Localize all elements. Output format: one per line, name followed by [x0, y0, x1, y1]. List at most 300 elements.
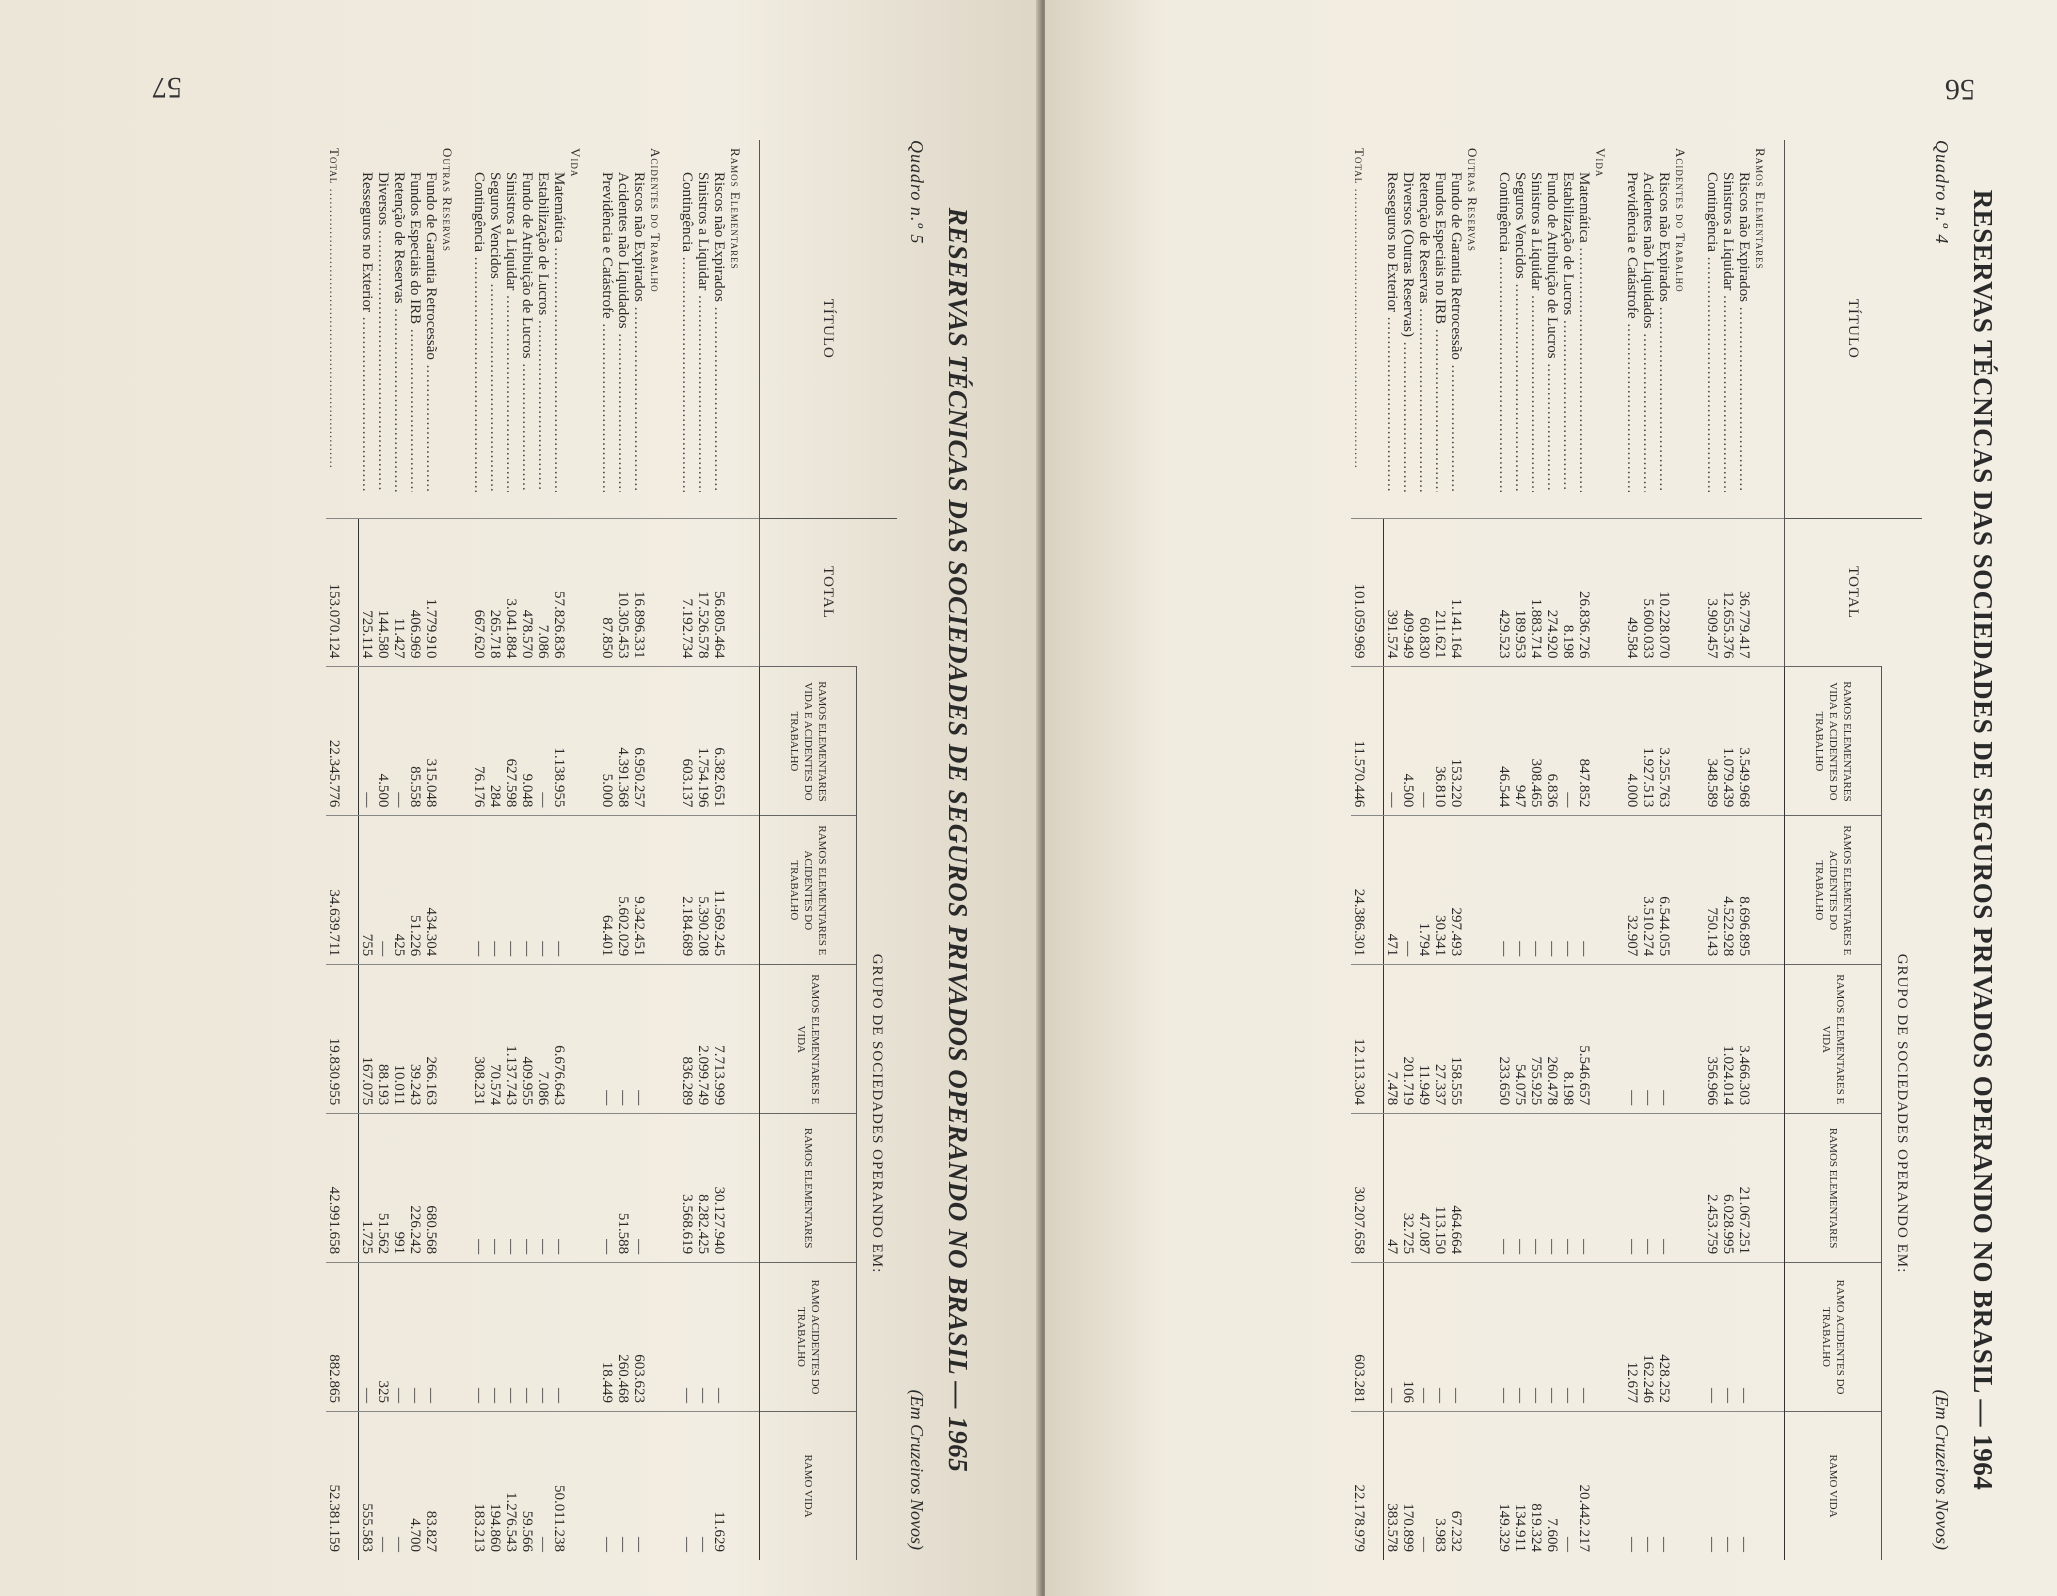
- total-cell: 19.830.955: [326, 965, 359, 1114]
- group-header: GRUPO DE SOCIEDADES OPERANDO EM:: [857, 667, 898, 1560]
- table-cell: —: [535, 667, 551, 816]
- page-number: 57: [152, 71, 182, 104]
- table-cell: 26.836.726: [1576, 518, 1592, 667]
- table-cell: 189.953: [1512, 518, 1528, 667]
- table-cell: 7.086: [535, 518, 551, 667]
- table-row: [1656, 140, 1672, 1560]
- table-cell: 57.826.836: [551, 518, 567, 667]
- table-cell: 30.127.940: [711, 1114, 727, 1263]
- table-row: [551, 140, 567, 1560]
- table-cell: 51.562: [375, 1114, 391, 1263]
- table-cell: 36.810: [1432, 667, 1448, 816]
- total-cell: 603.281: [1351, 1263, 1384, 1412]
- table-cell: —: [679, 1412, 695, 1561]
- table-cell: —: [1656, 965, 1672, 1114]
- table-cell: 383.578: [1384, 1412, 1401, 1561]
- section-heading: Ramos Elementares: [728, 148, 743, 270]
- table-cell: 18.449: [599, 1263, 615, 1412]
- table-cell: —: [551, 1263, 567, 1412]
- column-header: RAMO VIDA: [1785, 1412, 1882, 1561]
- table-cell: 47: [1384, 1114, 1401, 1263]
- row-label: Riscos não Expirados .....: [631, 172, 647, 492]
- table-cell: —: [1576, 1114, 1592, 1263]
- table-cell: 6.382.651: [711, 667, 727, 816]
- table-cell: 144.580: [375, 518, 391, 667]
- row-label: Riscos não Expirados .....: [1656, 172, 1672, 492]
- section-row: [1752, 140, 1785, 1560]
- table-cell: 2.099.749: [695, 965, 711, 1114]
- table-row: [711, 140, 727, 1560]
- table-cell: 64.401: [599, 816, 615, 965]
- table-cell: 325: [375, 1263, 391, 1412]
- table-cell: —: [1528, 1114, 1544, 1263]
- table-cell: —: [1416, 1412, 1432, 1561]
- table-cell: 1.276.543: [503, 1412, 519, 1561]
- table-cell: —: [1560, 1114, 1576, 1263]
- table-cell: 32.725: [1400, 1114, 1416, 1263]
- table-cell: 4.000: [1624, 667, 1640, 816]
- total-cell: 11.570.446: [1351, 667, 1384, 816]
- section-heading: Outras Reservas: [1465, 148, 1480, 252]
- table-row: [375, 140, 391, 1560]
- column-header: RAMOS ELEMENTARES VIDA E ACIDENTES DO TRABALHO: [760, 667, 857, 816]
- table-row: [503, 140, 519, 1560]
- total-cell: 34.639.711: [326, 816, 359, 965]
- total-cell: 153.070.124: [326, 518, 359, 667]
- table-cell: —: [1576, 816, 1592, 965]
- row-label: Seguros Vencidos .....: [1512, 172, 1528, 492]
- table-cell: —: [1624, 1114, 1640, 1263]
- table-cell: 5.000: [599, 667, 615, 816]
- row-label: Resseguros no Exterior .....: [1384, 172, 1400, 492]
- right-page: [1045, 0, 2057, 1596]
- table-cell: —: [551, 816, 567, 965]
- table-cell: 266.163: [423, 965, 439, 1114]
- table-cell: —: [1432, 1263, 1448, 1412]
- section-heading: Vida: [568, 148, 583, 178]
- table-cell: —: [679, 1263, 695, 1412]
- table-cell: 7.606: [1544, 1412, 1560, 1561]
- table-cell: —: [1736, 1412, 1752, 1561]
- table-cell: 183.213: [471, 1412, 487, 1561]
- table-cell: 478.570: [519, 518, 535, 667]
- total-cell: 12.113.304: [1351, 965, 1384, 1114]
- column-header: RAMOS ELEMENTARES: [1785, 1114, 1882, 1263]
- table-cell: 836.289: [679, 965, 695, 1114]
- table-row: [471, 140, 487, 1560]
- table-cell: 51.588: [615, 1114, 631, 1263]
- table-cell: —: [1560, 667, 1576, 816]
- table-cell: 6.676.643: [551, 965, 567, 1114]
- table-cell: 3.909.457: [1704, 518, 1720, 667]
- table-cell: —: [1512, 816, 1528, 965]
- rotated-table-area: [1140, 120, 2000, 1560]
- table-cell: —: [1544, 1263, 1560, 1412]
- table-cell: 226.242: [407, 1114, 423, 1263]
- table-cell: 750.143: [1704, 816, 1720, 965]
- table-cell: —: [551, 1114, 567, 1263]
- table-cell: —: [519, 816, 535, 965]
- table-cell: 725.114: [359, 518, 376, 667]
- row-label: Sinistros a Liquidar .....: [1720, 172, 1736, 492]
- table-cell: —: [695, 1412, 711, 1561]
- table-cell: 6.544.055: [1656, 816, 1672, 965]
- table-cell: 4.500: [1400, 667, 1416, 816]
- table-cell: —: [391, 1263, 407, 1412]
- table-cell: 947: [1512, 667, 1528, 816]
- row-label: Contingência .....: [1496, 172, 1512, 492]
- table-cell: 1.079.439: [1720, 667, 1736, 816]
- table-row: [1576, 140, 1592, 1560]
- table-cell: 7.713.999: [711, 965, 727, 1114]
- quadro-label: Quadro n.º 5: [907, 140, 927, 245]
- table-cell: —: [599, 1114, 615, 1263]
- row-label: Fundos Especiais do IRB .....: [407, 172, 423, 492]
- table-cell: 819.324: [1528, 1412, 1544, 1561]
- table-cell: —: [1704, 1263, 1720, 1412]
- table-cell: 233.650: [1496, 965, 1512, 1114]
- table-cell: 76.176: [471, 667, 487, 816]
- row-label: Previdência e Catástrofe .....: [599, 172, 615, 492]
- table-cell: —: [1624, 965, 1640, 1114]
- total-cell: 52.381.159: [326, 1412, 359, 1561]
- table-cell: 162.246: [1640, 1263, 1656, 1412]
- table-row: [1528, 140, 1544, 1560]
- table-cell: 158.555: [1448, 965, 1464, 1114]
- row-label: Contingência .....: [471, 172, 487, 492]
- table-cell: —: [375, 816, 391, 965]
- row-label: Estabilização de Lucros .....: [535, 172, 551, 492]
- table-cell: 12.655.376: [1720, 518, 1736, 667]
- table-row: [535, 140, 551, 1560]
- table-cell: 17.526.578: [695, 518, 711, 667]
- table-cell: 8.198: [1560, 518, 1576, 667]
- row-label: Acidentes não Liquidados .....: [1640, 172, 1656, 492]
- table-row: [1720, 140, 1736, 1560]
- table-cell: 51.226: [407, 816, 423, 965]
- table-cell: —: [503, 1114, 519, 1263]
- table-cell: 428.252: [1656, 1263, 1672, 1412]
- table-cell: 308.231: [471, 965, 487, 1114]
- table-cell: 47.087: [1416, 1114, 1432, 1263]
- column-header: RAMO ACIDENTES DO TRABALHO: [760, 1263, 857, 1412]
- table-cell: —: [695, 1263, 711, 1412]
- table-cell: 32.907: [1624, 816, 1640, 965]
- column-header: RAMOS ELEMENTARES VIDA E ACIDENTES DO TRABALHO: [1785, 667, 1882, 816]
- table-row: [487, 140, 503, 1560]
- table-cell: 83.827: [423, 1412, 439, 1561]
- table-cell: —: [631, 1114, 647, 1263]
- table-row: [1400, 140, 1416, 1560]
- column-header: RAMO ACIDENTES DO TRABALHO: [1785, 1263, 1882, 1412]
- table-cell: 297.493: [1448, 816, 1464, 965]
- table-cell: 1.024.014: [1720, 965, 1736, 1114]
- table-cell: 409.955: [519, 965, 535, 1114]
- table-cell: 4.522.928: [1720, 816, 1736, 965]
- section-row: [1464, 140, 1496, 1560]
- row-label: Estabilização de Lucros .....: [1560, 172, 1576, 492]
- table-cell: 6.028.995: [1720, 1114, 1736, 1263]
- table-cell: 1.927.513: [1640, 667, 1656, 816]
- table-cell: 391.574: [1384, 518, 1401, 667]
- table-cell: 3.466.303: [1736, 965, 1752, 1114]
- table-cell: 603.137: [679, 667, 695, 816]
- table-cell: 1.779.910: [423, 518, 439, 667]
- table-cell: 991: [391, 1114, 407, 1263]
- table-cell: 6.950.257: [631, 667, 647, 816]
- section-row: [647, 140, 679, 1560]
- table-cell: —: [1400, 816, 1416, 965]
- table-cell: 4.500: [375, 667, 391, 816]
- table-cell: 755: [359, 816, 376, 965]
- table-cell: 36.779.417: [1736, 518, 1752, 667]
- table-cell: 149.329: [1496, 1412, 1512, 1561]
- table-cell: 680.568: [423, 1114, 439, 1263]
- table-row: [1640, 140, 1656, 1560]
- row-label: Matemática .....: [1576, 172, 1592, 492]
- table-cell: —: [1416, 1263, 1432, 1412]
- table-cell: 88.193: [375, 965, 391, 1114]
- table-cell: 627.598: [503, 667, 519, 816]
- total-cell: 30.207.658: [1351, 1114, 1384, 1263]
- column-header-total: TOTAL: [760, 518, 898, 667]
- table-cell: 260.468: [615, 1263, 631, 1412]
- row-label: Previdência e Catástrofe .....: [1624, 172, 1640, 492]
- table-cell: 3.983: [1432, 1412, 1448, 1561]
- table-cell: 59.566: [519, 1412, 535, 1561]
- column-header: RAMOS ELEMENTARES E VIDA: [760, 965, 857, 1114]
- total-cell: 101.059.969: [1351, 518, 1384, 667]
- section-heading: Ramos Elementares: [1753, 148, 1768, 270]
- total-cell: 882.865: [326, 1263, 359, 1412]
- table-cell: —: [1560, 1412, 1576, 1561]
- table-cell: 5.546.657: [1576, 965, 1592, 1114]
- row-label: Fundos Especiais no IRB .....: [1432, 172, 1448, 492]
- table-row: [1512, 140, 1528, 1560]
- table-cell: —: [375, 1412, 391, 1561]
- table-cell: —: [487, 816, 503, 965]
- table-row: [423, 140, 439, 1560]
- table-cell: —: [1496, 1263, 1512, 1412]
- table-cell: —: [1656, 1114, 1672, 1263]
- table-cell: —: [359, 1263, 376, 1412]
- table-cell: —: [471, 1114, 487, 1263]
- table-cell: 7.192.734: [679, 518, 695, 667]
- table-cell: 406.969: [407, 518, 423, 667]
- table-cell: 471: [1384, 816, 1401, 965]
- column-header-titulo: TÍTULO: [1785, 140, 1923, 518]
- table-cell: —: [711, 1263, 727, 1412]
- row-label: Contingência .....: [1704, 172, 1720, 492]
- table-cell: —: [535, 1412, 551, 1561]
- table-cell: 87.850: [599, 518, 615, 667]
- table-row: [1736, 140, 1752, 1560]
- column-header: RAMOS ELEMENTARES: [760, 1114, 857, 1263]
- table-cell: 8.282.425: [695, 1114, 711, 1263]
- column-header: RAMOS ELEMENTARES E ACIDENTES DO TRABALHO: [760, 816, 857, 965]
- table-cell: 134.911: [1512, 1412, 1528, 1561]
- table-cell: 274.920: [1544, 518, 1560, 667]
- table-cell: 1.883.714: [1528, 518, 1544, 667]
- table-cell: 3.549.968: [1736, 667, 1752, 816]
- table-row: [519, 140, 535, 1560]
- row-label: Riscos não Expirados .....: [1736, 172, 1752, 492]
- table-cell: —: [1528, 1263, 1544, 1412]
- table-row: [1544, 140, 1560, 1560]
- table-cell: —: [503, 1263, 519, 1412]
- total-row: [326, 140, 359, 1560]
- row-label: Fundo de Atribuição de Lucros .....: [1544, 172, 1560, 492]
- table-cell: 50.011.238: [551, 1412, 567, 1561]
- table-title: RESERVAS TÉCNICAS DAS SOCIEDADES DE SEGUROS PRIVADOS OPERANDO NO BRASIL — 1965: [943, 207, 973, 1473]
- table-cell: 10.011: [391, 965, 407, 1114]
- table-cell: —: [615, 1412, 631, 1561]
- table-cell: 9.048: [519, 667, 535, 816]
- table-cell: —: [631, 1412, 647, 1561]
- section-row: [1592, 140, 1624, 1560]
- table-cell: —: [1560, 816, 1576, 965]
- row-label: Acidentes não Liquidados .....: [615, 172, 631, 492]
- table-cell: 20.442.217: [1576, 1412, 1592, 1561]
- table-cell: 1.754.196: [695, 667, 711, 816]
- table-cell: 167.075: [359, 965, 376, 1114]
- table-cell: 1.725: [359, 1114, 376, 1263]
- table-cell: 2.453.759: [1704, 1114, 1720, 1263]
- table-row: [1704, 140, 1720, 1560]
- table-cell: 1.138.955: [551, 667, 567, 816]
- table-row: [1384, 140, 1401, 1560]
- total-cell: 22.345.776: [326, 667, 359, 816]
- table-cell: 3.041.884: [503, 518, 519, 667]
- table-cell: 1.141.164: [1448, 518, 1464, 667]
- table-cell: 21.067.251: [1736, 1114, 1752, 1263]
- section-row: [439, 140, 471, 1560]
- table-cell: —: [423, 1263, 439, 1412]
- table-cell: —: [535, 816, 551, 965]
- table-cell: —: [471, 1263, 487, 1412]
- table-cell: 11.427: [391, 518, 407, 667]
- table-cell: 434.304: [423, 816, 439, 965]
- table-cell: —: [1528, 816, 1544, 965]
- table-row: [1416, 140, 1432, 1560]
- total-label: Total .....: [326, 148, 342, 468]
- table-cell: 70.574: [487, 965, 503, 1114]
- table-cell: 2.184.689: [679, 816, 695, 965]
- table-cell: 3.568.619: [679, 1114, 695, 1263]
- table-cell: —: [1544, 816, 1560, 965]
- table-cell: —: [535, 1114, 551, 1263]
- table-cell: 464.664: [1448, 1114, 1464, 1263]
- table-cell: —: [1640, 965, 1656, 1114]
- table-cell: —: [1720, 1263, 1736, 1412]
- row-label: Sinistros a Liquidar .....: [695, 172, 711, 492]
- column-header-titulo: TÍTULO: [760, 140, 898, 518]
- table-cell: 603.623: [631, 1263, 647, 1412]
- row-label: Fundo de Garantia Retrocessão .....: [423, 172, 439, 492]
- table-cell: 3.510.274: [1640, 816, 1656, 965]
- row-label: Retenção de Reservas .....: [1416, 172, 1432, 492]
- table-cell: 194.860: [487, 1412, 503, 1561]
- section-row: [1672, 140, 1704, 1560]
- table-row: [695, 140, 711, 1560]
- section-row: [727, 140, 760, 1560]
- table-cell: —: [1640, 1114, 1656, 1263]
- table-row: [391, 140, 407, 1560]
- table-row: [599, 140, 615, 1560]
- table-row: [1448, 140, 1464, 1560]
- table-cell: 8.696.895: [1736, 816, 1752, 965]
- table-title: RESERVAS TÉCNICAS DAS SOCIEDADES DE SEGUROS PRIVADOS OPERANDO NO BRASIL — 1964: [1968, 189, 1998, 1491]
- section-heading: Acidentes do Trabalho: [648, 148, 663, 293]
- table-cell: 1.794: [1416, 816, 1432, 965]
- row-label: Sinistros a Liquidar .....: [1528, 172, 1544, 492]
- table-cell: —: [1624, 1412, 1640, 1561]
- table-cell: —: [471, 816, 487, 965]
- table-cell: 847.852: [1576, 667, 1592, 816]
- table-cell: —: [1560, 1263, 1576, 1412]
- table-cell: —: [1496, 816, 1512, 965]
- table-cell: —: [599, 965, 615, 1114]
- table-cell: —: [487, 1114, 503, 1263]
- total-row: [1351, 140, 1384, 1560]
- row-label: Sinistros a Liquidar .....: [503, 172, 519, 492]
- table-row: [407, 140, 423, 1560]
- table-cell: 211.621: [1432, 518, 1448, 667]
- table-row: [631, 140, 647, 1560]
- table-cell: 54.075: [1512, 965, 1528, 1114]
- total-label: Total .....: [1351, 148, 1367, 468]
- table-cell: 348.589: [1704, 667, 1720, 816]
- column-header-total: TOTAL: [1785, 518, 1923, 667]
- table-cell: 10.305.453: [615, 518, 631, 667]
- table-cell: 555.583: [359, 1412, 376, 1561]
- unit-label: (Em Cruzeiros Novos): [1932, 1389, 1952, 1550]
- table-cell: 201.719: [1400, 965, 1416, 1114]
- section-heading: Acidentes do Trabalho: [1673, 148, 1688, 293]
- table-cell: 30.341: [1432, 816, 1448, 965]
- table-cell: —: [1656, 1412, 1672, 1561]
- row-label: Fundo de Atribuição de Lucros .....: [519, 172, 535, 492]
- table-cell: 16.896.331: [631, 518, 647, 667]
- table-cell: 60.830: [1416, 518, 1432, 667]
- total-cell: 42.991.658: [326, 1114, 359, 1263]
- table-cell: —: [519, 1114, 535, 1263]
- table-cell: —: [1448, 1263, 1464, 1412]
- table-cell: 8.198: [1560, 965, 1576, 1114]
- row-label: Fundo de Garantia Retrocessão .....: [1448, 172, 1464, 492]
- table-cell: 11.949: [1416, 965, 1432, 1114]
- table-cell: 4.700: [407, 1412, 423, 1561]
- table-row: [615, 140, 631, 1560]
- table-cell: 9.342.451: [631, 816, 647, 965]
- table-cell: 260.478: [1544, 965, 1560, 1114]
- table-cell: 7.086: [535, 965, 551, 1114]
- table-cell: 1.137.743: [503, 965, 519, 1114]
- table-cell: 429.523: [1496, 518, 1512, 667]
- table-row: [1496, 140, 1512, 1560]
- reserves-table: [1351, 140, 1922, 1560]
- row-label: Diversos .....: [375, 172, 391, 492]
- table-cell: —: [391, 1412, 407, 1561]
- table-cell: —: [391, 667, 407, 816]
- quadro-label: Quadro n.º 4: [1932, 140, 1952, 245]
- table-cell: 667.620: [471, 518, 487, 667]
- table-cell: —: [407, 1263, 423, 1412]
- table-row: [1624, 140, 1640, 1560]
- table-cell: 755.925: [1528, 965, 1544, 1114]
- table-row: [679, 140, 695, 1560]
- table-cell: 284: [487, 667, 503, 816]
